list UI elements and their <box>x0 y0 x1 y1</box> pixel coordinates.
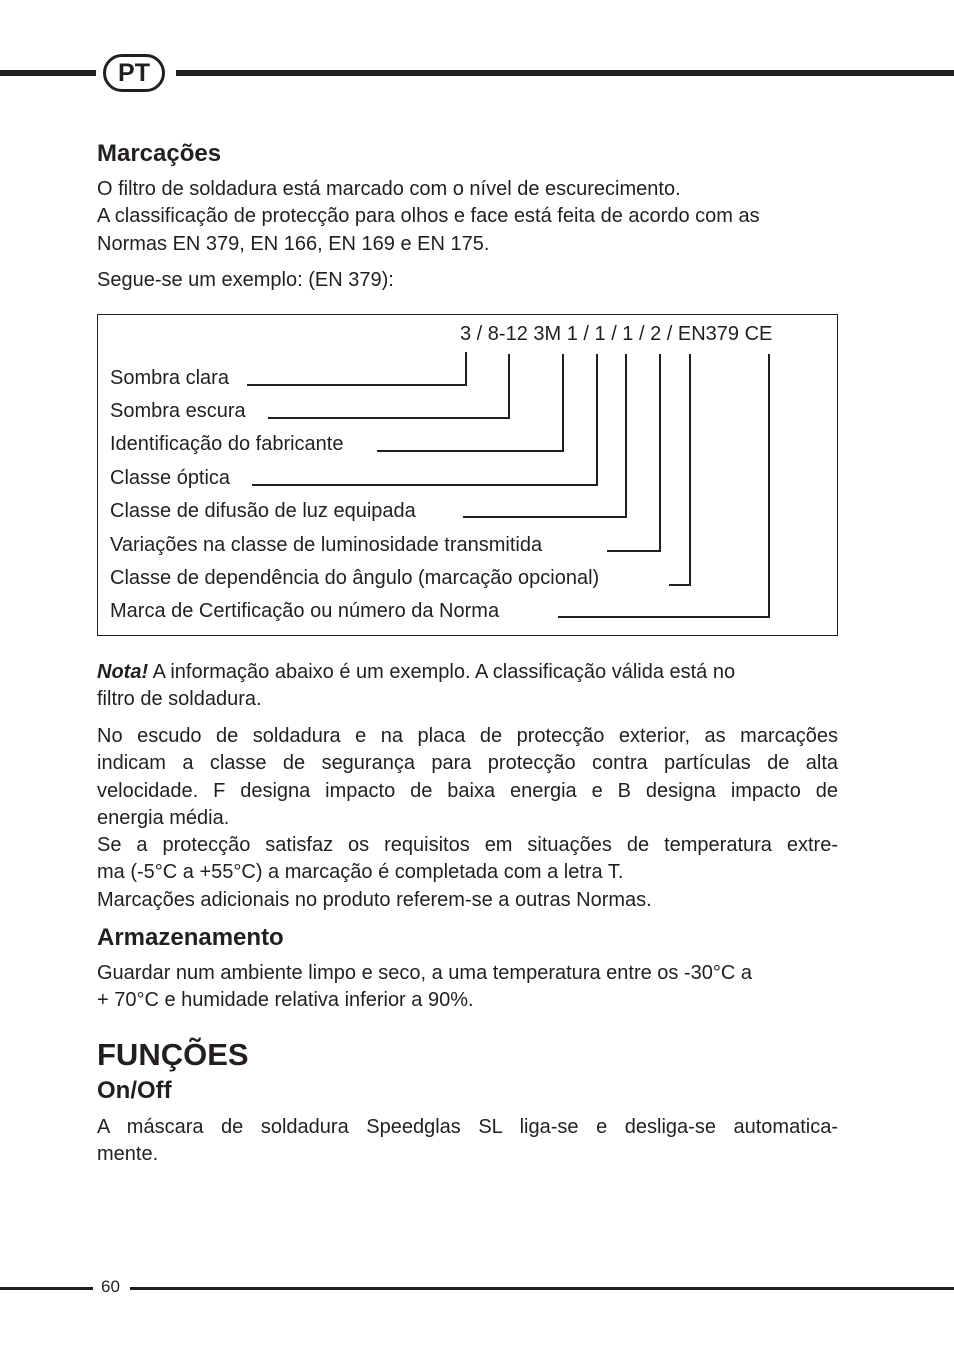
diagram-label-certificacao: Marca de Certificação ou número da Norma <box>110 600 500 622</box>
text-line: Marcações adicionais no produto referem-se a outras Normas. <box>97 888 652 911</box>
text-line: A máscara de soldadura Speedglas SL liga-se e desliga-se automatica- <box>97 1116 838 1138</box>
text-line: indicam a classe de segurança para protecção contra partículas de alta <box>97 752 838 775</box>
diagram-label-angulo: Classe de dependência do ângulo (marcação opcional) <box>110 567 600 589</box>
marcacoes-paragraph <box>97 176 838 258</box>
diagram-label-difusao: Classe de difusão de luz equipada <box>110 500 416 522</box>
text-line: O filtro de soldadura está marcado com o nível de escurecimento. <box>97 178 681 200</box>
text-line: ma (-5°C a +55°C) a marcação é completada com a letra T. <box>97 861 624 884</box>
text-line: No escudo de soldadura e na placa de protecção exterior, as marcações <box>97 725 838 747</box>
diagram-label-fabricante: Identificação do fabricante <box>110 433 344 455</box>
leader-line <box>607 550 661 552</box>
section-title-funcoes: FUNÇÕES <box>97 1037 249 1072</box>
leader-line <box>689 354 691 586</box>
section-title-armazenamento: Armazenamento <box>97 924 284 951</box>
nota-label: Nota! <box>97 661 149 683</box>
text-line: filtro de soldadura. <box>97 688 262 711</box>
text-line: Guardar num ambiente limpo e seco, a uma temperatura entre os -30°C a <box>97 962 752 984</box>
diagram-label-variacoes: Variações na classe de luminosidade transmitida <box>110 534 543 556</box>
text-line: energia média. <box>97 806 230 829</box>
header-rule-right <box>176 70 954 76</box>
leader-line <box>625 354 627 518</box>
text-line: velocidade. F designa impacto de baixa energia e B designa impacto de <box>97 779 838 802</box>
escudo-paragraph <box>97 723 838 914</box>
armazenamento-paragraph <box>97 960 838 1015</box>
leader-line <box>247 384 467 386</box>
diagram-label-classe-optica: Classe óptica <box>110 467 231 489</box>
nota-text: A informação abaixo é um exemplo. A classificação válida está no <box>148 661 736 683</box>
footer-rule-left <box>0 1287 93 1290</box>
leader-line <box>377 450 564 452</box>
text-line: Segue-se um exemplo: (EN 379): <box>97 269 394 291</box>
leader-line <box>562 354 564 452</box>
diagram-label-sombra-escura: Sombra escura <box>110 400 246 422</box>
text-line: A classificação de protecção para olhos e face está feita de acordo com as <box>97 205 760 228</box>
marking-code: 3 / 8-12 3M 1 / 1 / 1 / 2 / EN379 CE <box>460 323 773 345</box>
text-line <box>97 659 838 686</box>
text-line: Se a protecção satisfaz os requisitos em situações de temperatura extre- <box>97 834 838 857</box>
text-line: Normas EN 379, EN 166, EN 169 e EN 175. <box>97 232 490 255</box>
text-line: + 70°C e humidade relativa inferior a 90%. <box>97 989 474 1012</box>
leader-line <box>558 616 770 618</box>
nota-paragraph <box>97 659 838 714</box>
leader-line <box>659 354 661 552</box>
subsection-title-on-off: On/Off <box>97 1077 172 1104</box>
leader-line <box>508 354 510 419</box>
leader-line <box>465 352 467 386</box>
page-number: 60 <box>101 1277 120 1296</box>
language-badge: PT <box>103 54 165 92</box>
leader-line <box>252 484 598 486</box>
footer-rule-right <box>130 1287 954 1290</box>
diagram-label-sombra-clara: Sombra clara <box>110 367 229 389</box>
leader-line <box>268 417 510 419</box>
text-line: mente. <box>97 1143 159 1166</box>
header-rule-left <box>0 70 96 76</box>
example-intro <box>97 267 838 294</box>
leader-line <box>596 354 598 486</box>
on-off-paragraph <box>97 1114 838 1169</box>
leader-line <box>463 516 627 518</box>
leader-line <box>669 584 691 586</box>
section-title-marcacoes: Marcações <box>97 140 222 167</box>
leader-line <box>768 354 770 618</box>
